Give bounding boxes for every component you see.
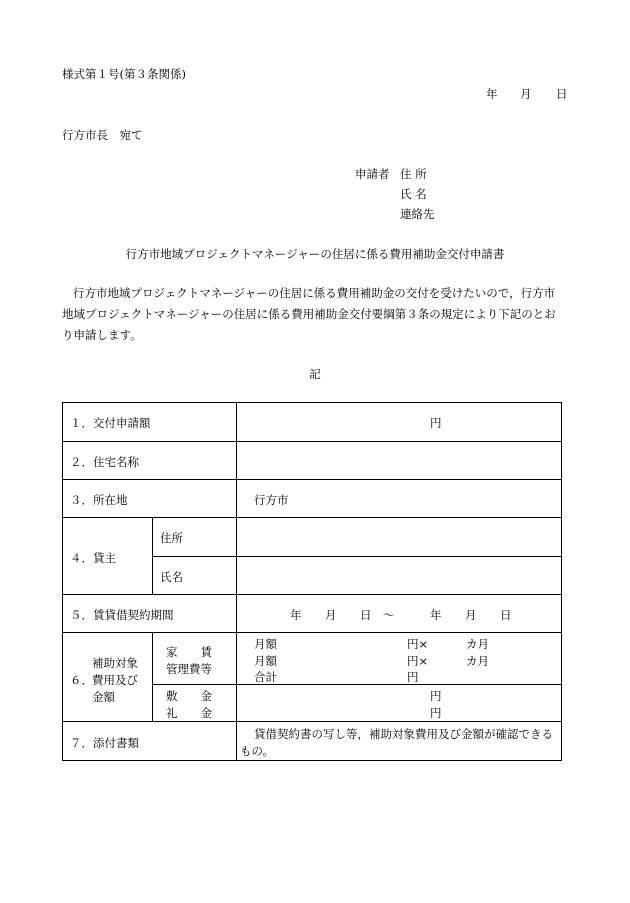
table-rule <box>152 684 561 685</box>
addressee: 行方市長 宛て <box>62 128 143 142</box>
row2-label: ２．住宅名称 <box>70 455 139 469</box>
row6-deposit-yen: 円 <box>430 689 442 703</box>
form-number: 様式第１号(第３条関係) <box>62 67 186 81</box>
date-month-label: 月 <box>520 87 532 101</box>
row3-label: ３．所在地 <box>70 493 128 507</box>
row6-label-line3: 金額 <box>92 690 115 704</box>
row4-name-label: 氏名 <box>160 570 183 584</box>
row6-yen-x1: 円× <box>407 637 429 651</box>
row6-key-money-label: 礼 金 <box>166 706 212 720</box>
applicant-address-label: 住 所 <box>400 167 427 181</box>
row7-label: ７．添付書類 <box>70 736 139 750</box>
table-rule <box>561 402 562 761</box>
row7-value-line2: もの。 <box>240 744 275 758</box>
body-line-3: り申請します。 <box>62 328 142 342</box>
date-year-label: 年 <box>486 87 498 101</box>
row5-label: ５．賃貸借契約期間 <box>70 608 174 622</box>
table-rule <box>62 632 561 633</box>
table-rule <box>236 402 237 761</box>
row5-end-day: 日 <box>500 608 512 622</box>
row6-mgmt-label: 管理費等 <box>166 662 212 676</box>
table-rule <box>62 594 561 595</box>
row1-label: １．交付申請額 <box>70 416 151 430</box>
table-rule <box>62 517 561 518</box>
row5-end-month: 月 <box>465 608 477 622</box>
row6-rent-label: 家 賃 <box>166 645 212 659</box>
body-line-1: 行方市地域プロジェクトマネージャーの住居に係る費用補助金の交付を受けたいので，行方市 <box>73 286 556 300</box>
table-rule <box>62 402 63 761</box>
table-rule <box>152 632 153 722</box>
table-rule <box>62 441 561 442</box>
table-rule <box>62 479 561 480</box>
row4-address-label: 住所 <box>160 531 183 545</box>
table-rule <box>152 556 561 557</box>
row5-start-day: 日 <box>360 608 372 622</box>
table-rule <box>62 402 561 403</box>
row1-yen: 円 <box>430 416 442 430</box>
document-title: 行方市地域プロジェクトマネージャーの住居に係る費用補助金交付申請書 <box>125 247 505 261</box>
row6-months1: カ月 <box>466 637 489 651</box>
row6-yen-total: 円 <box>407 670 419 684</box>
row6-label-line1: 補助対象 <box>92 656 138 670</box>
row4-label: ４．貸主 <box>70 551 116 565</box>
row6-months2: カ月 <box>466 654 489 668</box>
table-rule <box>62 760 561 761</box>
row6-yen-x2: 円× <box>407 654 429 668</box>
ki-label: 記 <box>309 367 321 381</box>
row6-label-num: ６． <box>70 673 93 687</box>
applicant-label: 申請者 <box>355 167 390 181</box>
row6-total: 合計 <box>254 670 277 684</box>
date-day-label: 日 <box>556 87 568 101</box>
row7-value-line1: 貸借契約書の写し等，補助対象費用及び金額が確認できる <box>254 727 553 741</box>
row5-start-year: 年 <box>290 608 302 622</box>
row6-monthly2: 月額 <box>254 654 277 668</box>
table-rule <box>62 721 561 722</box>
row6-deposit-label: 敷 金 <box>166 689 212 703</box>
table-rule <box>152 517 153 595</box>
row6-monthly1: 月額 <box>254 637 277 651</box>
applicant-name-label: 氏 名 <box>400 187 427 201</box>
applicant-contact-label: 連絡先 <box>400 207 435 221</box>
row5-end-year: 年 <box>430 608 442 622</box>
row6-key-money-yen: 円 <box>430 706 442 720</box>
row3-value: 行方市 <box>254 493 289 507</box>
body-line-2: 地域プロジェクトマネージャーの住居に係る費用補助金交付要綱第３条の規定により下記のとお <box>62 307 556 321</box>
body-paragraph <box>62 283 572 346</box>
row6-label-line2: 費用及び <box>92 673 138 687</box>
row5-start-month: 月 <box>325 608 337 622</box>
row5-tilde: ～ <box>383 608 395 622</box>
